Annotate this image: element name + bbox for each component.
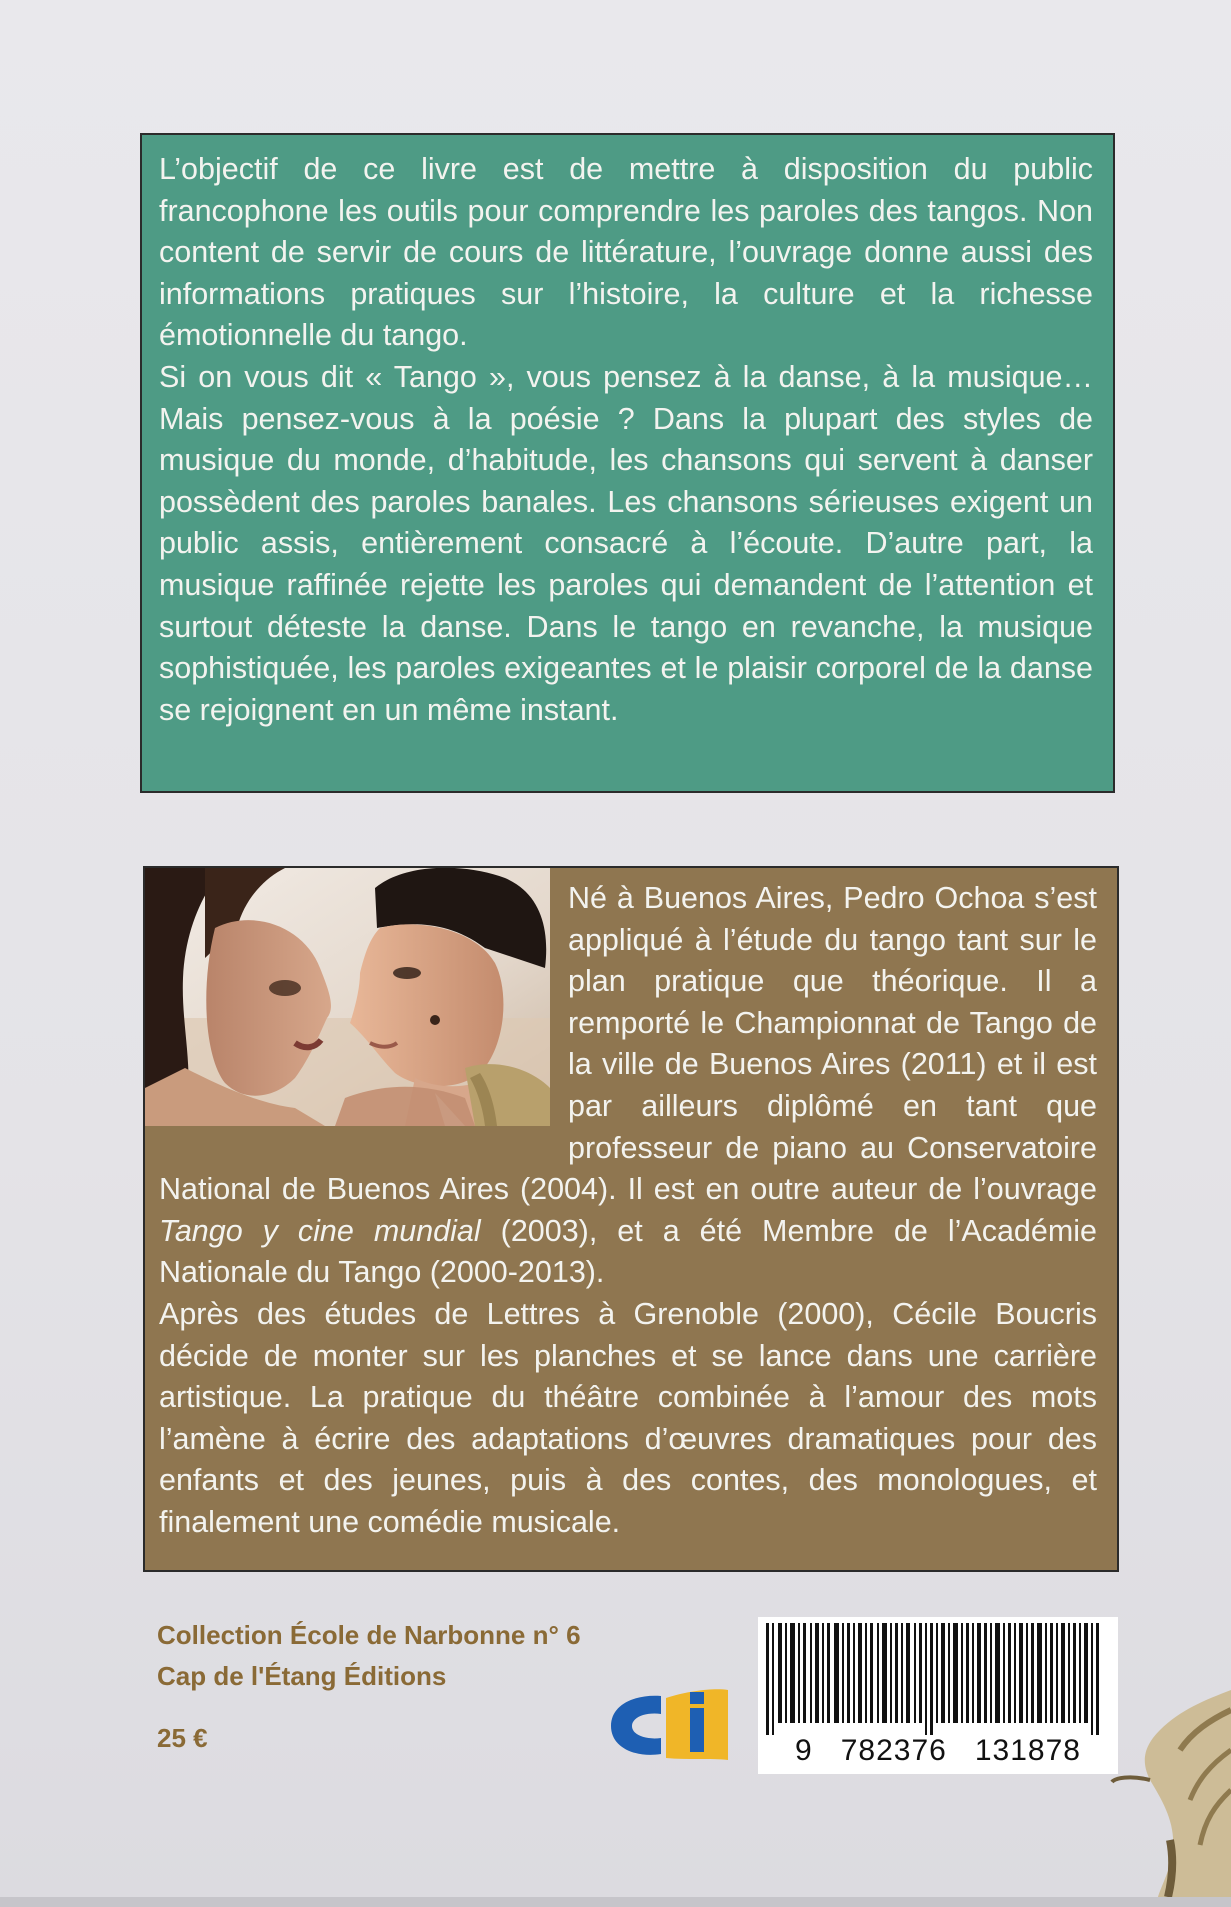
barcode-bars-icon	[758, 1621, 1118, 1741]
pedro-bio-end: (2003), et a été Membre de l’Académie Nationale du Tango (2000-2013).	[159, 1213, 1097, 1290]
cover-bottom-edge	[0, 1897, 1231, 1907]
dance-shoe-icon	[1110, 1670, 1231, 1897]
isbn-number: 9 782376 131878	[795, 1734, 1081, 1767]
cecile-boucris-bio: Après des études de Lettres à Grenoble (2000), Cécile Boucris décide de monter sur les planches et se lance dans une carrière artistique. La pratique du théâtre combinée à l’amour des mots l’amène à écrire des adaptations d’œuvres dramatiques pour des enfants et des jeunes, puis à des contes, des monologues, et finalement une comédie musicale.	[159, 1296, 1097, 1539]
summary-panel	[140, 133, 1115, 793]
publisher-name: Cap de l'Étang Éditions	[157, 1661, 447, 1691]
pedro-book-title: Tango y cine mundial	[159, 1213, 481, 1248]
collection-name: Collection École de Narbonne n° 6	[157, 1620, 581, 1650]
summary-paragraph-1: L’objectif de ce livre est de mettre à disposition du public francophone les outils pour comprendre les paroles des tangos. Non content de servir de cours de littérature, l’ouvrage donne aussi des informations pratiques sur l’histoire, la culture et la richesse émotionnelle du tango.	[159, 152, 1093, 353]
publisher-logo-icon	[606, 1686, 730, 1764]
author-bio-panel	[143, 866, 1119, 1572]
pedro-bio-start: Né à Buenos Aires, Pedro Ochoa s’est appliqué à l’étude du tango tant sur le plan pratique que théorique. Il a remporté le Championnat de Tango de la ville de Buenos Aires (2011) et il est par ailleurs diplômé en tant que professeur de piano au Conservatoire National de Buenos Aires (2004). Il est en outre auteur de l’ouvrage	[159, 881, 1097, 1207]
dancing-couple-photo	[145, 868, 550, 1126]
summary-paragraph-2: Si on vous dit « Tango », vous pensez à la danse, à la musique… Mais pensez-vous à la poésie ? Dans la plupart des styles de musique du monde, d’habitude, les chansons qui servent à danser possèdent des paroles banales. Les chansons sérieuses exigent un public assis, entièrement consacré à l’écoute. D’autre part, la musique raffinée rejette les paroles qui demandent de l’attention et surtout déteste la danse. Dans le tango en revanche, la musique sophistiquée, les paroles exigeantes et le plaisir corporel de la danse se rejoignent en un même instant.	[159, 359, 1093, 727]
price: 25 €	[157, 1723, 208, 1753]
isbn-barcode	[758, 1617, 1118, 1774]
